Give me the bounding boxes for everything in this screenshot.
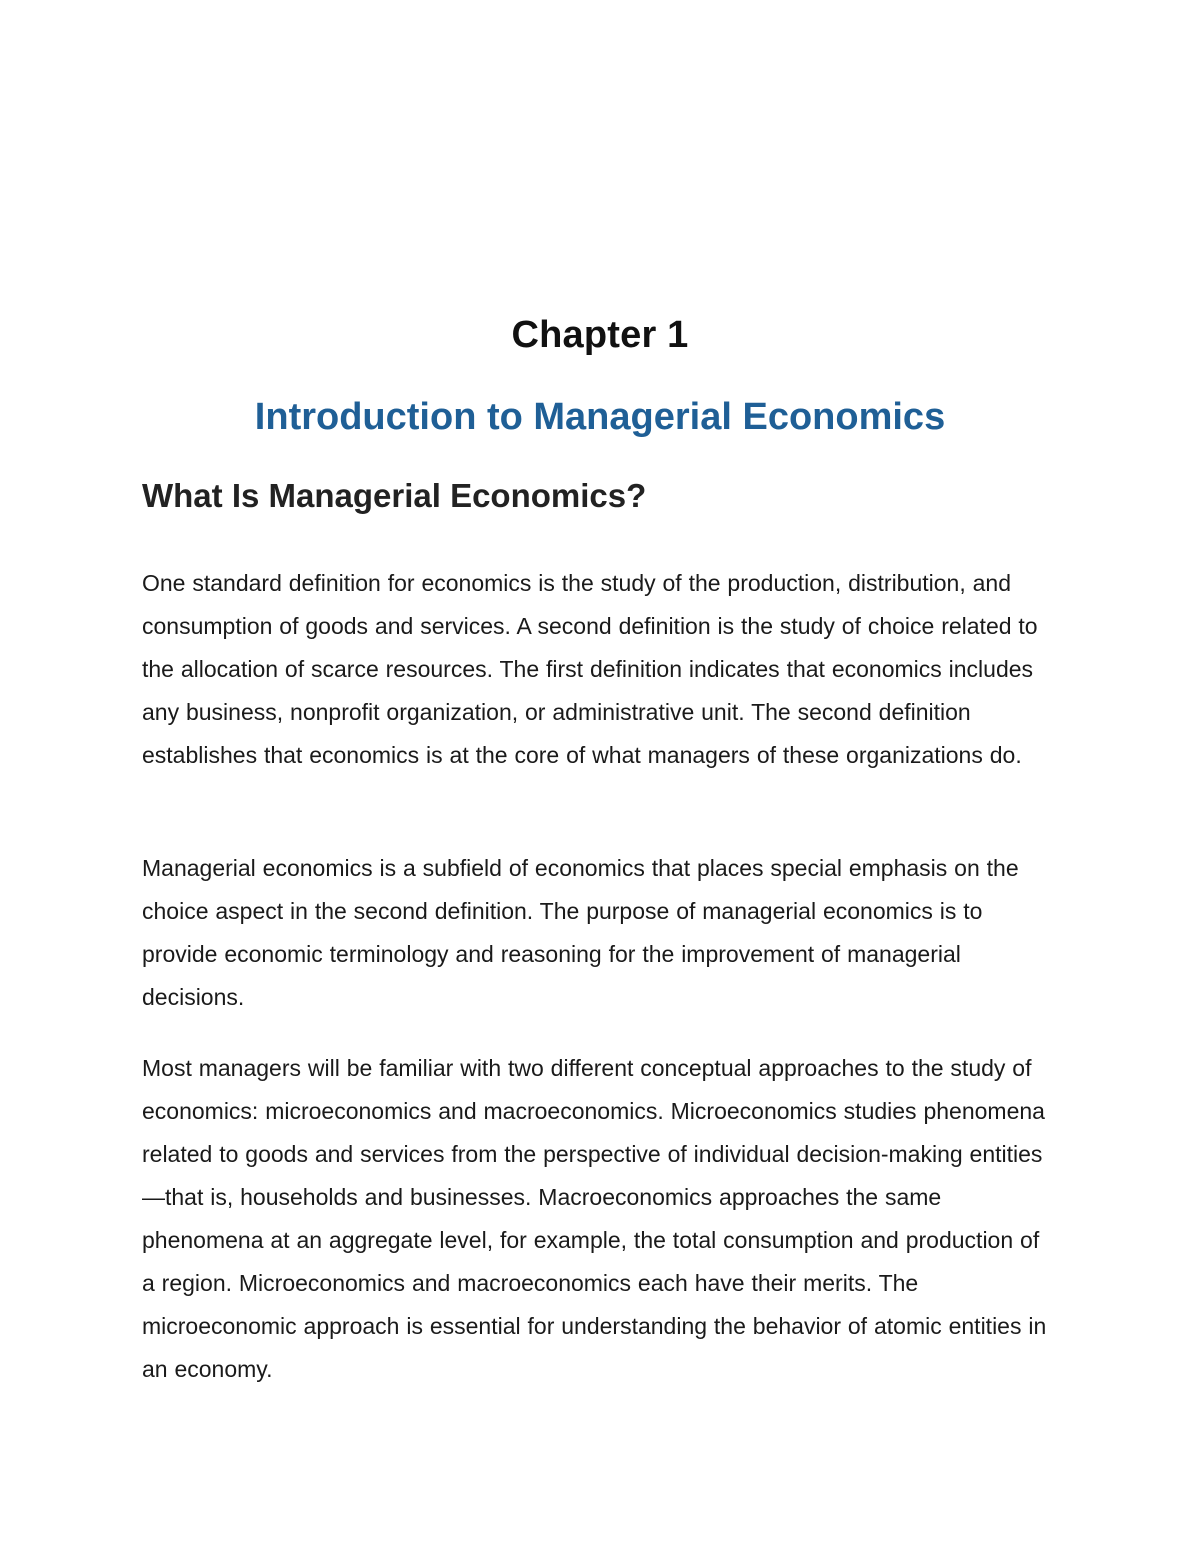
chapter-title: Introduction to Managerial Economics <box>254 396 946 438</box>
body-paragraph-1: One standard definition for economics is the study of the production, distribution, and consumption of goods and services. A second definition is the study of choice related to the allocation of scarce resources. The first definition indicates that economics includes any business, nonprofit organization, or administrative unit. The second definition establishes that economics is at the core of what managers of these organizations do. <box>142 570 1038 768</box>
body-paragraph-3: Most managers will be familiar with two different conceptual approaches to the study of economics: microeconomics and macroeconomics. Microeconomics studies phenomena related to goods and services from the perspective of individual decision-making entities—that is, households and businesses. Macroeconomics approaches the same phenomena at an aggregate level, for example, the total consumption and production of a region. Microeconomics and macroeconomics each have their merits. The microeconomic approach is essential for understanding the behavior of atomic entities in an economy. <box>142 1055 1047 1382</box>
chapter-label: Chapter 1 <box>511 314 689 356</box>
body-paragraph-2: Managerial economics is a subfield of economics that places special emphasis on the choice aspect in the second definition. The purpose of managerial economics is to provide economic terminology and reasoning for the improvement of managerial decisions. <box>142 855 1019 1010</box>
section-heading: What Is Managerial Economics? <box>142 477 647 514</box>
